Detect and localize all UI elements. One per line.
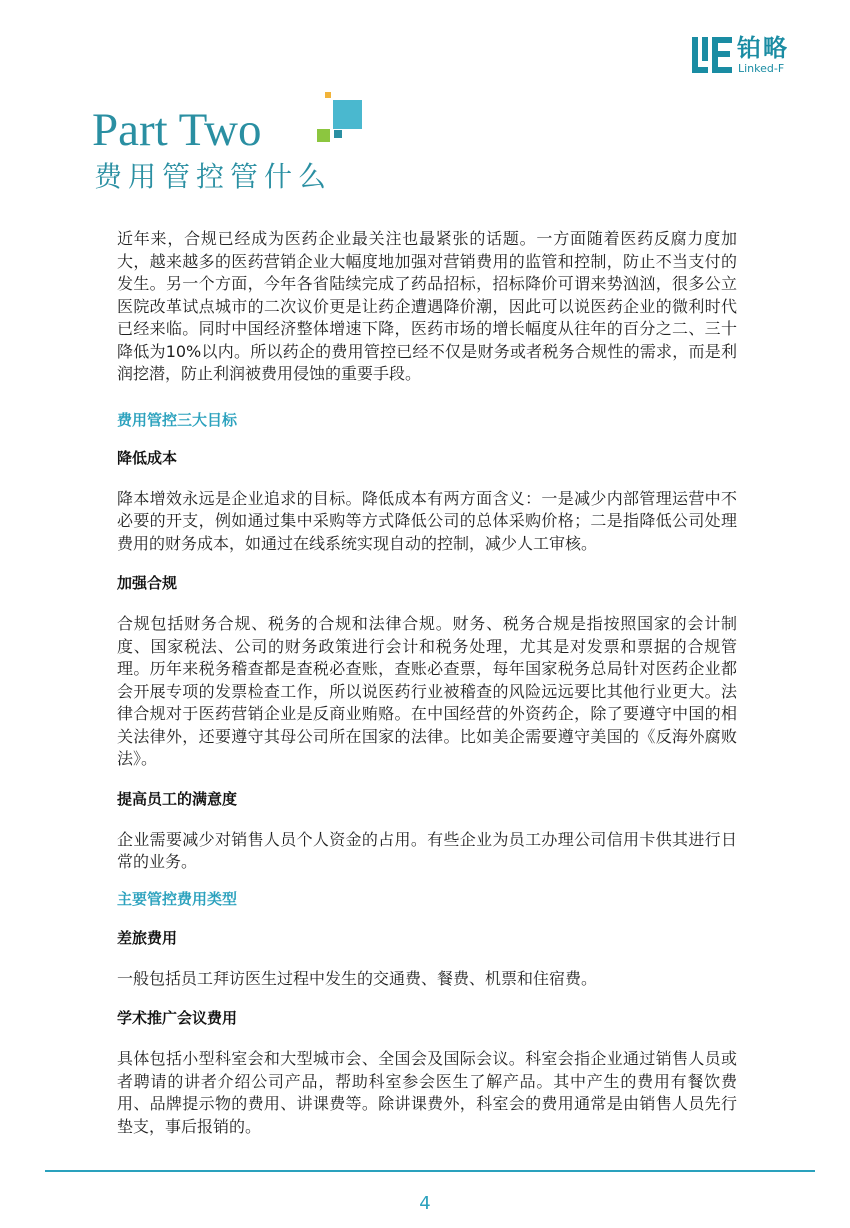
- section-title: Part Two: [92, 104, 262, 156]
- goal-compliance-text: 合规包括财务合规、税务的合规和法律合规。财务、税务合规是指按照国家的会计制度、国家税法、公司的财务政策进行会计和税务处理，尤其是对发票和票据的合规管理。历年来税务稽查都是查税必查账，查账必查票，每年国家税务总局针对医药企业都会开展专项的发票检查工作，所以说医药行业被稽查的风险远远要比其他行业更大。法律合规对于医药营销企业是反商业贿赂。在中国经营的外资药企，除了要遵守中国的相关法律外，还要遵守其母公司所在国家的法律。比如美企需要遵守美国的《反海外腐败法》。: [117, 614, 737, 768]
- conference-expense-text: 具体包括小型科室会和大型城市会、全国会及国际会议。科室会指企业通过销售人员或者聘请的讲者介绍公司产品，帮助科室参会医生了解产品。其中产生的费用有餐饮费用、品牌提示物的费用、讲课费等。除讲课费外，科室会的费用通常是由销售人员先行垫支，事后报销的。: [117, 1049, 737, 1136]
- page-number: 4: [419, 1193, 431, 1214]
- travel-expense-text: 一般包括员工拜访医生过程中发生的交通费、餐费、机票和住宿费。: [117, 968, 598, 988]
- conference-expense-title: 学术推广会议费用: [117, 1009, 238, 1027]
- travel-expense-title: 差旅费用: [117, 928, 178, 947]
- logo-mark-icon: [692, 37, 732, 73]
- goal-reduce-cost-title: 降低成本: [117, 448, 178, 467]
- goals-heading: 费用管控三大目标: [117, 410, 238, 429]
- goal-compliance-title: 加强合规: [117, 574, 178, 592]
- article-body: [117, 228, 737, 1138]
- footer-divider: [45, 1170, 815, 1172]
- goal-satisfaction-text: 企业需要减少对销售人员个人资金的占用。有些企业为员工办理公司信用卡供其进行日常的业务。: [117, 829, 737, 871]
- expense-types-heading: 主要管控费用类型: [117, 889, 238, 908]
- goal-satisfaction-title: 提高员工的满意度: [117, 789, 238, 808]
- goal-reduce-cost-text: 降本增效永远是企业追求的目标。降低成本有两方面含义：一是减少内部管理运营中不必要的开支，例如通过集中采购等方式降低公司的总体采购价格；二是指降低公司处理费用的财务成本，如通过在线系统实现自动的控制，减少人工审核。: [117, 488, 737, 553]
- logo-chinese-text: 铂略: [737, 34, 789, 62]
- company-logo: [692, 33, 812, 78]
- logo-english-text: Linked-F: [738, 62, 785, 75]
- intro-paragraph: 近年来，合规已经成为医药企业最关注也最紧张的话题。一方面随着医药反腐力度加大，越来越多的医药营销企业大幅度地加强对营销费用的监管和控制，防止不当支付的发生。另一个方面，今年各省陆续完成了药品招标，招标降价可谓来势汹汹，很多公立医院改革试点城市的二次议价更是让药企遭遇降价潮，因此可以说医药企业的微利时代已经来临。同时中国经济整体增速下降，医药市场的增长幅度从往年的百分之二、三十降低为10%以内。所以药企的费用管控已经不仅是财务或者税务合规性的需求，而是利润挖潜，防止利润被费用侵蚀的重要手段。: [117, 229, 737, 383]
- section-subtitle: 费用管控管什么: [94, 160, 333, 193]
